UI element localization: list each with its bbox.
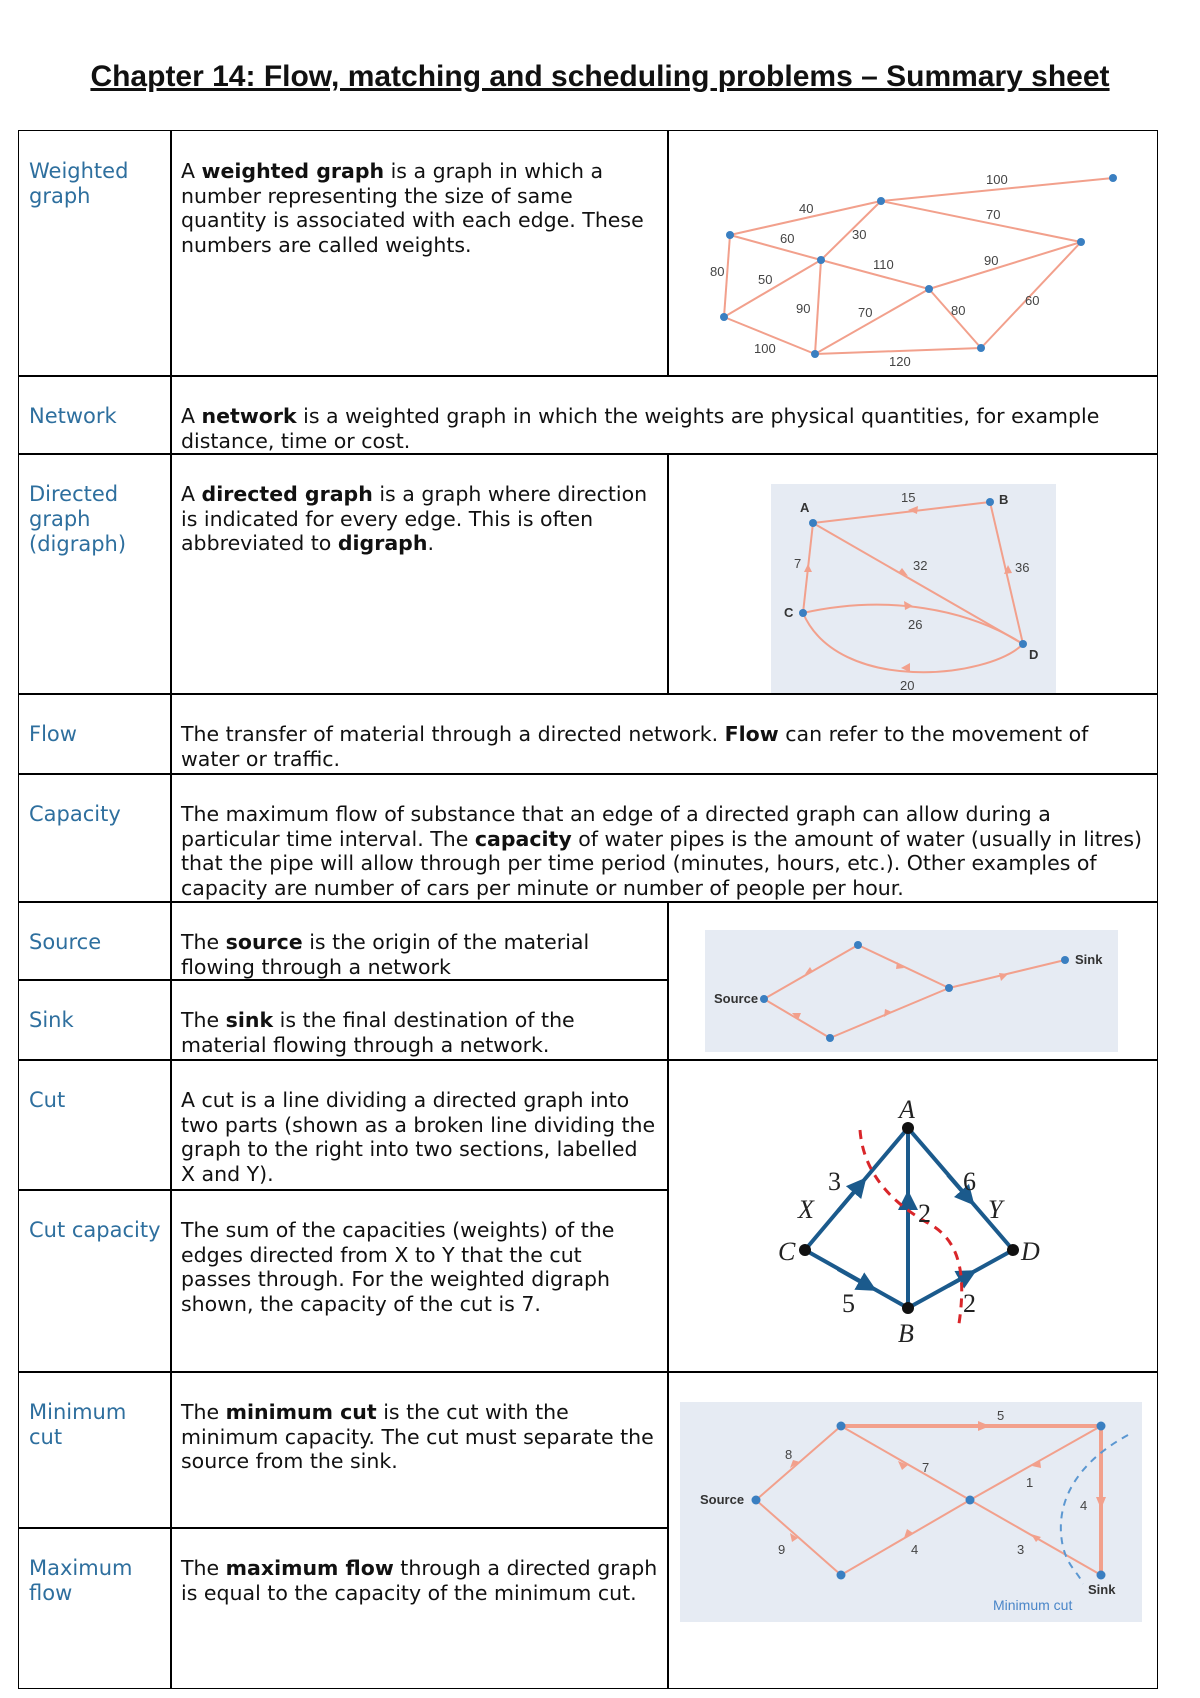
vertex-label: C: [784, 605, 794, 620]
term-source: Source: [18, 901, 172, 981]
weight-label: 5: [842, 1289, 855, 1318]
term-directed-graph: Directed graph (digraph): [18, 453, 172, 695]
term-sink: Sink: [18, 979, 172, 1061]
weight-label: 36: [1015, 560, 1030, 575]
page-title: Chapter 14: Flow, matching and scheduling problems – Summary sheet: [90, 60, 1110, 93]
vertex-label: B: [999, 492, 1009, 507]
weight-label: 9: [778, 1542, 786, 1557]
weight-label: 3: [828, 1167, 841, 1196]
weight-label: 8: [785, 1447, 793, 1462]
weight-label: 60: [1025, 293, 1040, 308]
source-label: Source: [714, 991, 759, 1006]
weight-label: 90: [984, 253, 999, 268]
weight-label: 120: [889, 354, 911, 369]
weight-label: 4: [911, 1542, 919, 1557]
term-flow: Flow: [18, 693, 172, 775]
weight-label: 70: [858, 305, 873, 320]
weight-label: 70: [986, 207, 1001, 222]
weight-label: 40: [799, 201, 814, 216]
source-label: Source: [700, 1492, 745, 1507]
weight-label: 3: [1017, 1542, 1025, 1557]
weight-label: 100: [986, 172, 1008, 187]
desc-maximum-flow: The maximum flow through a directed graph is equal to the capacity of the minimum cut.: [170, 1527, 669, 1689]
weight-label: 30: [852, 227, 867, 242]
weight-label: 20: [900, 678, 915, 693]
weight-label: 80: [951, 303, 966, 318]
weight-label: 90: [796, 301, 811, 316]
desc-cut: A cut is a line dividing a directed graph into two parts (shown as a broken line dividing the graph to the right into two sections, labelled X and Y).: [170, 1059, 669, 1191]
term-cut: Cut: [18, 1059, 172, 1191]
weight-label: 6: [963, 1167, 976, 1196]
weighted-graph-diagram: [667, 130, 1158, 377]
weight-label: 2: [963, 1289, 976, 1318]
weight-label: 1: [1026, 1475, 1034, 1490]
desc-cut-capacity: The sum of the capacities (weights) of the edges directed from X to Y that the cut passes through. For the weighted digraph shown, the capacity of the cut is 7.: [170, 1189, 669, 1373]
term-cut-capacity: Cut capacity: [18, 1189, 172, 1373]
vertex-label: D: [1029, 647, 1039, 662]
region-label: X: [798, 1195, 814, 1224]
desc-sink: The sink is the final destination of the material flowing through a network.: [170, 979, 669, 1061]
weight-label: 80: [710, 264, 725, 279]
weight-label: 60: [780, 231, 795, 246]
minimum-cut-diagram: [667, 1371, 1158, 1689]
weight-label: 7: [922, 1460, 930, 1475]
desc-minimum-cut: The minimum cut is the cut with the minimum capacity. The cut must separate the source from the sink.: [170, 1371, 669, 1529]
weight-label: 4: [1080, 1498, 1088, 1513]
weight-label: 7: [794, 556, 802, 571]
weight-label: 100: [754, 341, 776, 356]
weight-label: 110: [873, 257, 894, 272]
term-maximum-flow: Maximum flow: [18, 1527, 172, 1689]
term-weighted-graph: Weighted graph: [18, 130, 172, 377]
minimum-cut-label: Minimum cut: [993, 1597, 1073, 1613]
term-network: Network: [18, 375, 172, 455]
term-minimum-cut: Minimum cut: [18, 1371, 172, 1529]
vertex-label: D: [1021, 1237, 1040, 1266]
vertex-label: A: [800, 500, 810, 515]
term-capacity: Capacity: [18, 773, 172, 903]
desc-weighted-graph: A weighted graph is a graph in which a number representing the size of same quantity is associated with each edge. These numbers are called weights.: [170, 130, 669, 377]
source-sink-diagram: [667, 901, 1158, 1061]
weight-label: 26: [908, 617, 923, 632]
vertex-label: C: [778, 1237, 796, 1266]
desc-capacity: The maximum flow of substance that an edge of a directed graph can allow during a particular time interval. The capacity of water pipes is the amount of water (usually in litres) that the pipe will allow through per time period (minutes, hours, etc.). Other examples of capacity are number of cars per minute or number of people per hour.: [170, 773, 1158, 903]
desc-directed-graph: A directed graph is a graph where direction is indicated for every edge. This is often abbreviated to digraph.: [170, 453, 669, 695]
weight-label: 5: [997, 1408, 1005, 1423]
directed-graph-diagram: [667, 453, 1158, 695]
sink-label: Sink: [1075, 952, 1103, 967]
sink-label: Sink: [1088, 1582, 1116, 1597]
desc-flow: The transfer of material through a directed network. Flow can refer to the movement of water or traffic.: [170, 693, 1158, 775]
desc-source: The source is the origin of the material flowing through a network: [170, 901, 669, 981]
weight-label: 2: [918, 1199, 931, 1228]
region-label: Y: [988, 1195, 1003, 1224]
cut-diagram: [667, 1059, 1158, 1373]
desc-network: A network is a weighted graph in which the weights are physical quantities, for example distance, time or cost.: [170, 375, 1158, 455]
vertex-label: A: [899, 1095, 915, 1124]
weight-label: 15: [901, 490, 916, 505]
vertex-label: B: [898, 1319, 914, 1348]
weight-label: 50: [758, 272, 773, 287]
weight-label: 32: [913, 558, 928, 573]
